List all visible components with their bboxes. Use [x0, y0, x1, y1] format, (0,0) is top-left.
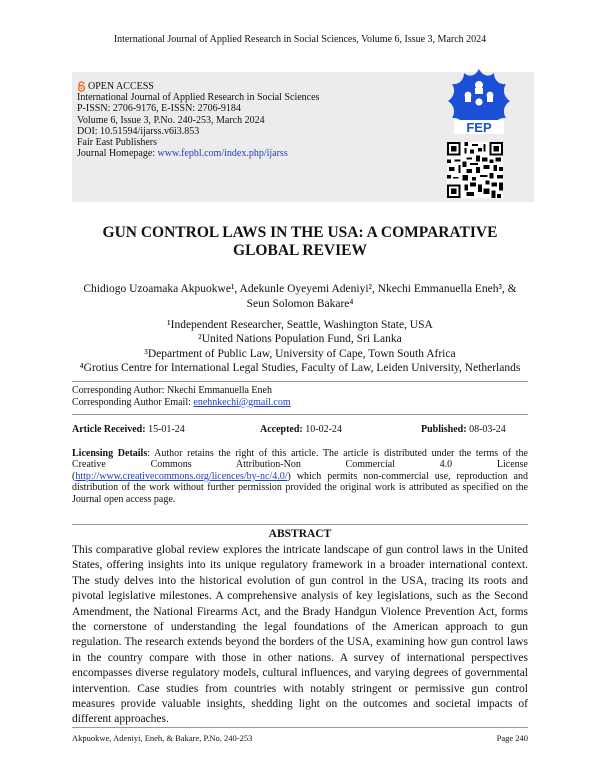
published-date — [421, 424, 506, 435]
divider — [72, 414, 528, 415]
footer-divider — [72, 727, 528, 728]
accepted-label: Accepted: — [260, 424, 303, 435]
authors-line-2: Seun Solomon Bakare⁴ — [246, 297, 354, 310]
homepage-label: Journal Homepage: — [77, 148, 158, 160]
corresponding-info — [72, 385, 291, 408]
license-link[interactable]: http://www.creativecommons.org/licences/by-nc/4.0/ — [75, 470, 288, 482]
corresponding-author: Corresponding Author: Nkechi Emmanuella Eneh — [72, 385, 272, 396]
accepted-value: 10-02-24 — [305, 424, 342, 435]
open-access-label: OPEN ACCESS — [88, 81, 154, 92]
journal-info — [77, 81, 319, 159]
open-access-icon — [77, 81, 86, 92]
affiliation-1: ¹Independent Researcher, Seattle, Washington State, USA — [167, 319, 433, 331]
doi: DOI: 10.51594/ijarss.v6i3.853 — [77, 125, 200, 137]
affiliation-2: ²United Nations Population Fund, Sri Lanka — [198, 333, 402, 346]
authors — [50, 282, 550, 311]
licensing-label: Licensing Details — [72, 448, 148, 459]
running-head: International Journal of Applied Research in Social Sciences, Volume 6, Issue 3, March 2024 — [113, 34, 487, 45]
divider — [72, 524, 528, 525]
title-line-2: GLOBAL REVIEW — [233, 242, 367, 259]
accepted-date — [260, 424, 342, 435]
licensing-text-1: : Author retains the right of this article. The article is distributed under the terms of the — [147, 448, 528, 459]
published-label: Published: — [421, 424, 467, 435]
licensing-details — [72, 448, 528, 505]
fep-logo-icon — [446, 66, 512, 136]
publisher: Fair East Publishers — [77, 137, 157, 149]
homepage-line — [77, 148, 319, 159]
journal-name: International Journal of Applied Research in Social Sciences — [77, 92, 320, 104]
corresponding-email-link[interactable]: enehnkechi@gmail.com — [193, 396, 291, 408]
logo-text: FEP — [466, 120, 492, 135]
divider — [72, 381, 528, 382]
published-value: 08-03-24 — [469, 424, 506, 435]
abstract-text: This comparative global review explores the intricate landscape of gun control laws in the United States, offering insights into its unique regulatory framework in a broader international context. The study delves into the historical evolution of gun control in the USA, tracing its roots and pivotal legislative milestones. A comprehensive analysis of key legislations, such as the Second Amendment, the National Firearms Act, and the Brady Handgun Violence Prevention Act, forms the cornerstone of understanding the legal foundations of the American approach to gun regulation. The research extends beyond the borders of the USA, examining how gun control laws in the country compare with those in other nations. A survey of international perspectives encompasses diverse regulatory models, cultural influences, and varying degrees of governmental intervention. Case studies from countries with notably stringent or permissive gun control measures provide valuable insights, shedding light on the outcomes and societal impacts of different approaches. — [72, 544, 528, 726]
received-value: 15-01-24 — [148, 424, 185, 435]
abstract-heading: ABSTRACT — [268, 528, 332, 540]
received-label: Article Received: — [72, 424, 146, 435]
footer-citation: Akpuokwe, Adeniyi, Eneh, & Bakare, P.No. 240-253 — [72, 733, 253, 743]
affiliation-4: ⁴Grotius Centre for International Legal Studies, Faculty of Law, Leiden University, Netherlands — [79, 361, 521, 374]
article-title — [60, 224, 540, 260]
issn: P-ISSN: 2706-9176, E-ISSN: 2706-9184 — [77, 103, 241, 115]
authors-line-1: Chidiogo Uzoamaka Akpuokwe¹, Adekunle Oyeyemi Adeniyi², Nkechi Emmanuella Eneh³, & — [83, 283, 517, 295]
licensing-line-1 — [72, 448, 528, 459]
volume-info: Volume 6, Issue 3, P.No. 240-253, March 2024 — [77, 114, 265, 126]
licensing-text-rest: which permits non-commercial use, reproduction and distribution of the work without further permission provided the original work is attributed as specified on the Journal open access page. — [72, 470, 528, 505]
corresponding-email-label: Corresponding Author Email: — [72, 396, 194, 408]
affiliation-3: ³Department of Public Law, University of Cape, Town South Africa — [144, 347, 456, 360]
received-date — [72, 424, 185, 435]
homepage-link[interactable]: www.fepbl.com/index.php/ijarss — [157, 148, 288, 160]
affiliations — [50, 318, 550, 375]
licensing-line-3: (http://www.creativecommons.org/licences/by-nc/4.0/) which permits non-commercial use, reproduction and distribution of the work without further permission provided the original work is attributed as specified on the Journal open access page. — [72, 470, 528, 505]
licensing-line-2: Creative Commons Attribution-Non Commercial 4.0 License — [72, 459, 528, 471]
corresponding-email-line — [72, 397, 291, 409]
qr-code-icon — [447, 142, 503, 198]
page-number: Page 240 — [496, 733, 528, 743]
title-line-1: GUN CONTROL LAWS IN THE USA: A COMPARATIVE — [102, 224, 498, 241]
